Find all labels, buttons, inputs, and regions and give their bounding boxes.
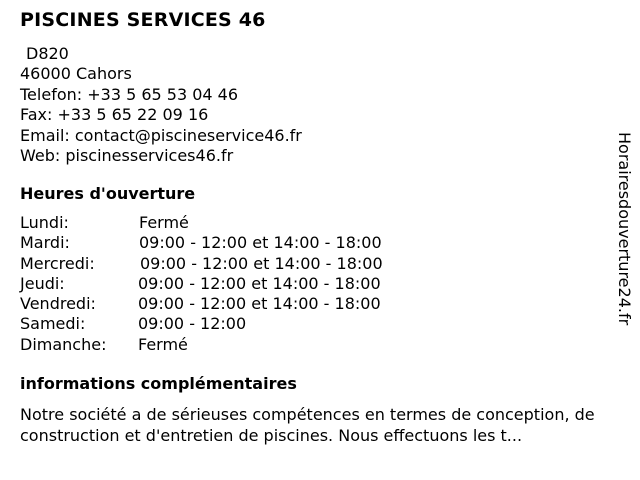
address-street: D820 bbox=[26, 44, 69, 63]
address-city: 46000 Cahors bbox=[20, 64, 132, 84]
watermark bbox=[612, 132, 636, 372]
business-name: PISCINES SERVICES 46 bbox=[20, 9, 266, 31]
hours-time: 09:00 - 12:00 et 14:00 - 18:00 bbox=[140, 253, 383, 273]
info-heading: informations complémentaires bbox=[20, 374, 297, 393]
phone-number: Telefon: +33 5 65 53 04 46 bbox=[20, 84, 239, 104]
hours-day: Mercredi: bbox=[20, 253, 95, 273]
hours-time: 09:00 - 12:00 bbox=[138, 314, 247, 334]
hours-time: 09:00 - 12:00 et 14:00 - 18:00 bbox=[139, 233, 382, 253]
website: Web: piscinesservices46.fr bbox=[20, 145, 234, 165]
hours-day: Jeudi: bbox=[20, 273, 65, 293]
hours-time: Fermé bbox=[138, 334, 188, 354]
hours-heading: Heures d'ouverture bbox=[20, 184, 196, 203]
hours-day: Samedi: bbox=[20, 314, 86, 334]
hours-time: 09:00 - 12:00 et 14:00 - 18:00 bbox=[138, 273, 381, 293]
fax-number: Fax: +33 5 65 22 09 16 bbox=[20, 105, 209, 125]
hours-day: Vendredi: bbox=[20, 294, 96, 314]
info-description: Notre société a de sérieuses compétences en termes de conception, de construction et d'entretien de piscines. Nous effectuons les t... bbox=[20, 405, 595, 445]
hours-time: 09:00 - 12:00 et 14:00 - 18:00 bbox=[138, 294, 381, 314]
watermark-text: Horairesdouverture24.fr bbox=[615, 132, 634, 326]
contact-block bbox=[20, 44, 302, 166]
hours-time: Fermé bbox=[139, 213, 189, 232]
hours-day: Mardi: bbox=[20, 233, 70, 253]
email-address: Email: contact@piscineservice46.fr bbox=[20, 125, 302, 145]
hours-day: Dimanche: bbox=[20, 334, 107, 354]
hours-day: Lundi: bbox=[20, 213, 69, 232]
